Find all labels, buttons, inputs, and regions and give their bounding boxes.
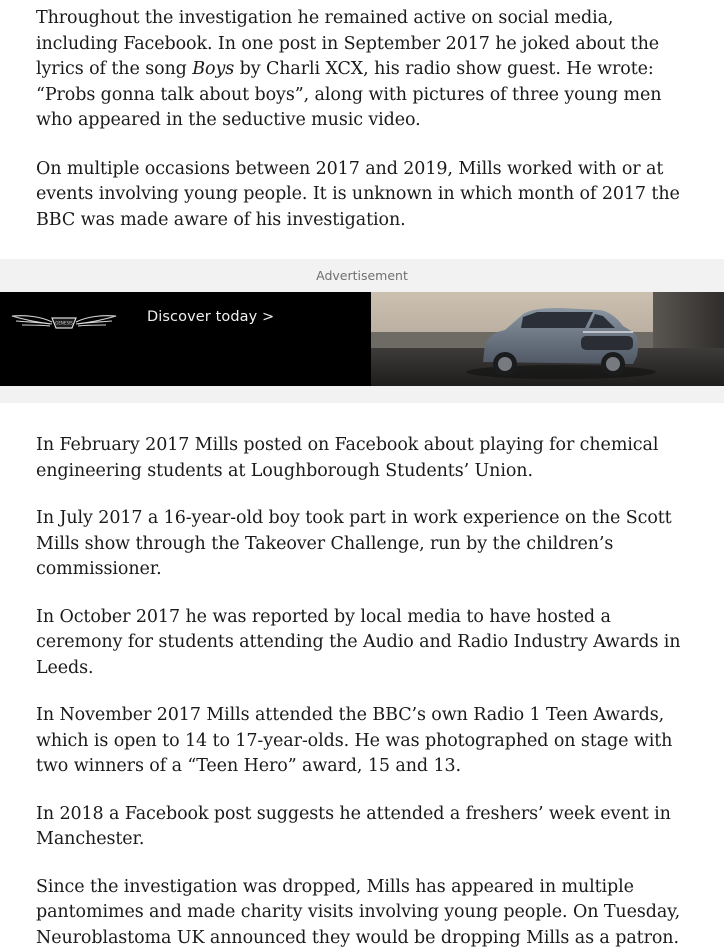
svg-text:GENESIS: GENESIS <box>55 321 73 326</box>
article-paragraph: On multiple occasions between 2017 and 2019, Mills worked with or at events involving young people. It is unknown in which month of 2017 the BBC was made aware of his investigation. <box>36 157 688 234</box>
article-paragraph: In February 2017 Mills posted on Facebook about playing for chemical engineering students at Loughborough Students’ Union. <box>36 433 688 484</box>
suv-car-photo-icon <box>371 292 724 386</box>
paragraph-text: Throughout the investigation he remained active on social media, including Facebook. In one post in September 2017 he joked about the lyrics of the song <box>36 8 659 79</box>
advertisement-section <box>0 259 724 403</box>
article-paragraph: Since the investigation was dropped, Mills has appeared in multiple pantomimes and made charity visits involving young people. On Tuesday, Neuroblastoma UK announced they would be dropping Mills as a patron. <box>36 875 688 951</box>
article-paragraph <box>36 6 688 134</box>
genesis-wings-logo-icon <box>10 310 118 334</box>
article-paragraph: In October 2017 he was reported by local media to have hosted a ceremony for students attending the Audio and Radio Industry Awards in Leeds. <box>36 605 688 682</box>
paragraph-text: by Charli XCX, his radio show guest. He wrote: “Probs gonna talk about boys”, along with pictures of three young men who appeared in the seductive music video. <box>36 59 661 130</box>
ad-banner[interactable] <box>0 292 724 386</box>
article-body-bottom <box>0 433 724 951</box>
ad-banner-left[interactable] <box>0 292 371 386</box>
article-paragraph: In July 2017 a 16-year-old boy took part in work experience on the Scott Mills show through the Takeover Challenge, run by the children’s commissioner. <box>36 506 688 583</box>
article-paragraph: In 2018 a Facebook post suggests he attended a freshers’ week event in Manchester. <box>36 802 688 853</box>
article-paragraph: In November 2017 Mills attended the BBC’s own Radio 1 Teen Awards, which is open to 14 to 17-year-olds. He was photographed on stage with two winners of a “Teen Hero” award, 15 and 13. <box>36 703 688 780</box>
advertisement-label: Advertisement <box>0 259 724 283</box>
song-title: Boys <box>192 59 234 79</box>
ad-cta-text[interactable]: Discover today > <box>147 309 274 325</box>
ad-image[interactable] <box>371 292 724 386</box>
article-body-top <box>0 0 724 233</box>
